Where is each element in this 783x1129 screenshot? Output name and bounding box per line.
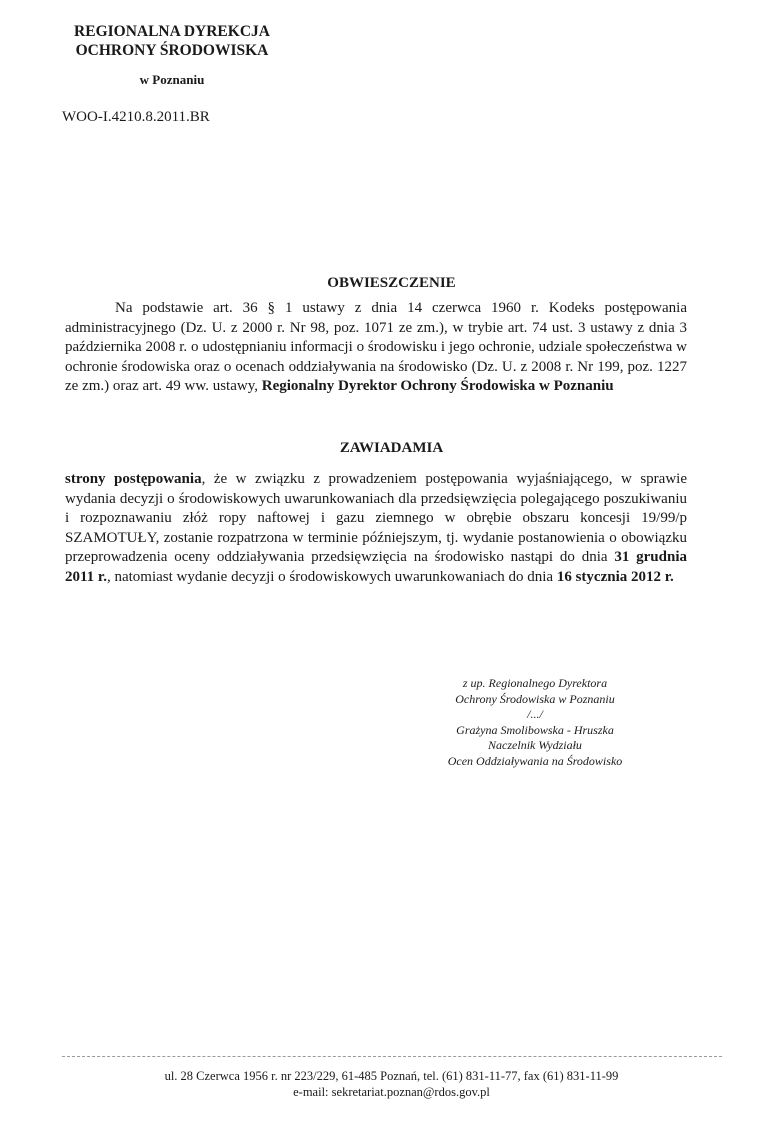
signature-line-6: Ocen Oddziaływania na Środowisko: [447, 753, 623, 768]
footer-email: e-mail: sekretariat.poznan@rdos.gov.pl: [293, 1085, 490, 1099]
announcement-text-2: , natomiast wydanie decyzji o środowiskowych uwarunkowaniach do dnia: [106, 568, 557, 585]
announcement-date-1: 31 grudnia 2011 r.: [65, 549, 687, 585]
signature-line-5: Naczelnik Wydziału: [488, 738, 582, 752]
announcement-text-1: , że w związku z prowadzeniem postępowania wyjaśniającego, w sprawie wydania decyzji o środowiskowych uwarunkowaniach dla przedsięwzięcia polegającego poszukiwaniu i rozpoznawaniu złóż ropy naftowej i gazu ziemnego w obrębie obszaru koncesji 19/99/p SZAMOTUŁY, zostanie rozpatrzona w terminie późniejszym, tj. wydanie postanowienia o obowiązku przeprowadzenia oceny oddziaływania przedsięwzięcia na środowisko nastąpi do dnia: [65, 471, 687, 565]
notice-legal-basis: Na podstawie art. 36 § 1 ustawy z dnia 14 czerwca 1960 r. Kodeks postępowania administracyjnego (Dz. U. z 2000 r. Nr 98, poz. 1071 ze zm.), w trybie art. 74 ust. 3 ustawy z dnia 3 października 2008 r. o udostępnianiu informacji o środowisku i jego ochronie, udziale społeczeństwa w ochronie środowiska oraz o ocenach oddziaływania na środowisko (Dz. U. z 2008 r. Nr 199, poz. 1227 ze zm.) oraz art. 49 ww. ustawy,: [65, 300, 687, 394]
announcement-title: ZAWIADAMIA: [339, 440, 444, 456]
footer-divider: [62, 1056, 722, 1057]
notice-title: OBWIESZCZENIE: [327, 275, 456, 291]
footer-address: ul. 28 Czerwca 1956 r. nr 223/229, 61-485 Poznań, tel. (61) 831-11-77, fax (61) 831-11-99: [164, 1069, 619, 1083]
notice-authority: Regionalny Dyrektor Ochrony Środowiska w Poznaniu: [261, 378, 614, 394]
announcement-date-2: 16 stycznia 2012 r.: [556, 568, 674, 585]
reference-number: WOO-I.4210.8.2011.BR: [62, 109, 210, 125]
letterhead-city: w Poznaniu: [139, 72, 205, 87]
letterhead: [62, 22, 282, 89]
announcement-parties: strony postępowania: [65, 471, 202, 487]
notice-paragraph: [65, 299, 687, 397]
letterhead-line-2: OCHRONY ŚRODOWISKA: [75, 42, 269, 59]
announcement-paragraph: [65, 470, 687, 587]
signature-line-3: /.../: [527, 707, 543, 721]
signature-line-1: z up. Regionalnego Dyrektora: [462, 676, 608, 690]
signature-line-4: Grażyna Smolibowska - Hruszka: [456, 722, 614, 737]
letterhead-line-1: REGIONALNA DYREKCJA: [74, 23, 270, 40]
signature-block: [420, 676, 650, 769]
signature-line-2: Ochrony Środowiska w Poznaniu: [455, 691, 615, 706]
